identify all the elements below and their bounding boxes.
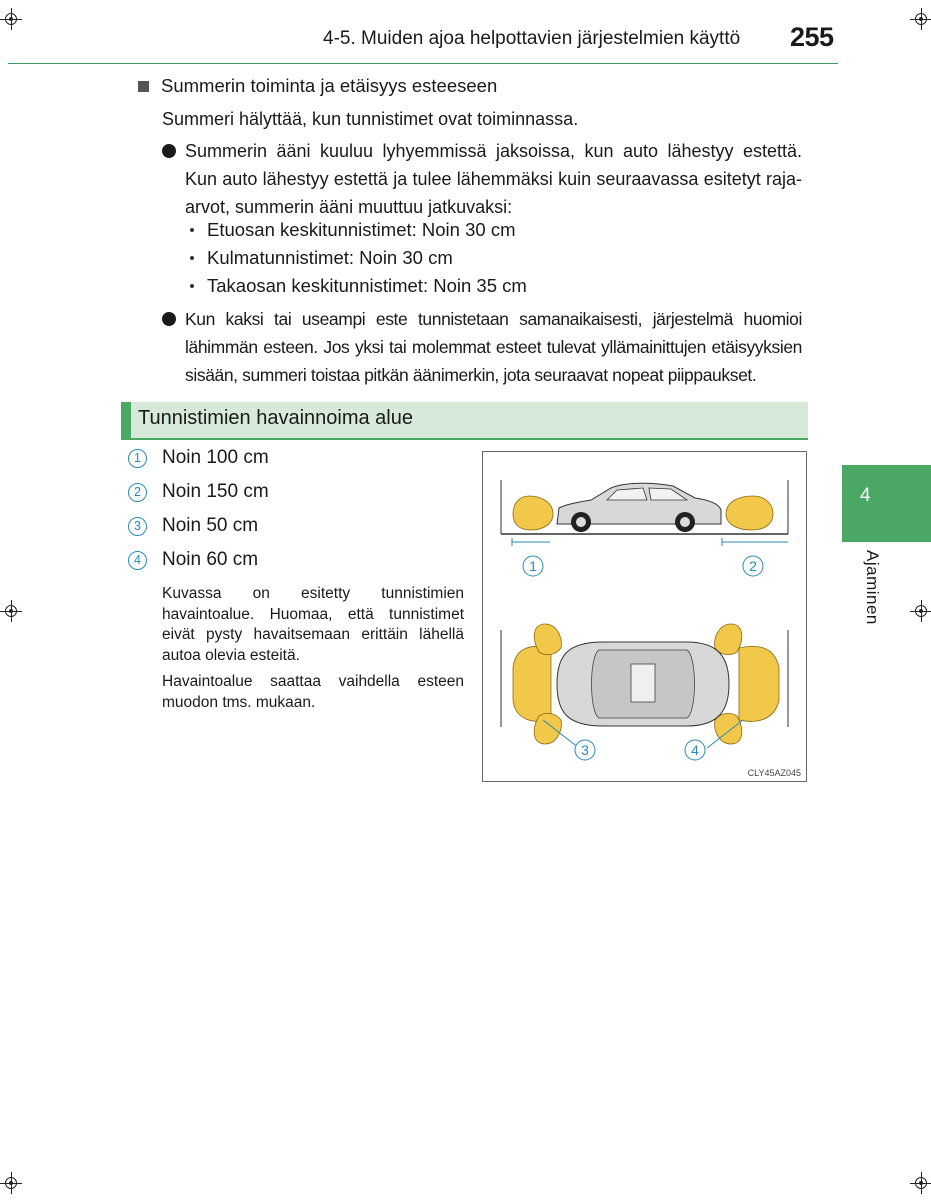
figure-code: CLY45AZ045 [747, 768, 801, 778]
subheading-text: Summerin toiminta ja etäisyys esteeseen [161, 75, 498, 96]
round-bullet-icon [162, 144, 176, 158]
distance-item-4 [128, 549, 258, 571]
crop-mark-bottom-right [910, 1172, 931, 1194]
section-heading-text: Tunnistimien havainnoima alue [138, 407, 413, 429]
small-bullet-icon [190, 228, 194, 232]
crop-mark-mid-left [0, 600, 22, 622]
chapter-number: 4 [860, 485, 871, 506]
distance-text: Noin 50 cm [162, 515, 259, 536]
rear-sensor-zone [726, 496, 773, 530]
square-bullet-icon [138, 81, 149, 92]
limit-text: Etuosan keskitunnistimet: Noin 30 cm [207, 219, 516, 240]
front-left-corner-zone [534, 624, 561, 655]
page-number: 255 [790, 22, 834, 52]
front-wheel-hub [576, 517, 586, 527]
distance-item-1 [128, 447, 269, 469]
figure-note-1: Kuvassa on esitetty tunnistimien havaintoalue. Huomaa, että tunnistimet eivät pysty havaitsemaan erittäin lähellä autoa olevia esteitä. [162, 585, 464, 664]
car-sunroof [631, 664, 655, 702]
limit-item-rear-center [190, 275, 527, 297]
crop-mark-bottom-left [0, 1172, 22, 1194]
bullet-text: Kun kaksi tai useampi este tunnistetaan samanaikaisesti, järjestelmä huomioi lähimmän esteen. Jos yksi tai molemmat esteet tulevat yllämainittujen etäisyyksien sisään, summeri toistaa pitkän äänimerkin, jota seuraavat nopeat piippaukset. [185, 309, 802, 385]
header-section-title: 4-5. Muiden ajoa helpottavien järjestelmien käyttö [323, 28, 741, 49]
callout-label-3: 3 [581, 742, 589, 758]
bullet-item-buzzer-interval [162, 137, 802, 221]
section-underline [121, 438, 808, 440]
distance-text: Noin 150 cm [162, 481, 269, 502]
chapter-tab [842, 465, 931, 542]
distance-item-2 [128, 481, 269, 503]
bullet-text: Summerin ääni kuuluu lyhyemmissä jaksoissa, kun auto lähestyy estettä. Kun auto lähestyy estettä ja tulee lähemmäksi kuin seuraavassa esitetyt raja-arvot, summerin ääni muuttuu jatkuvaksi: [185, 141, 802, 217]
rear-left-corner-zone [715, 624, 742, 655]
distance-text: Noin 100 cm [162, 447, 269, 468]
crop-mark-mid-right [910, 600, 931, 622]
callout-label-1: 1 [529, 558, 537, 574]
distance-item-3 [128, 515, 258, 537]
limit-item-corner [190, 247, 453, 269]
limit-text: Kulmatunnistimet: Noin 30 cm [207, 247, 453, 268]
front-center-zone [513, 646, 551, 721]
buzzer-intro: Summeri hälyttää, kun tunnistimet ovat toiminnassa. [162, 109, 579, 129]
callout-label-2: 2 [749, 558, 757, 574]
section-accent [121, 402, 131, 440]
rear-center-zone [739, 646, 779, 721]
sensor-range-figure [482, 451, 807, 782]
rear-wheel-hub [680, 517, 690, 527]
number-circle-icon: 3 [128, 517, 147, 536]
limit-text: Takaosan keskitunnistimet: Noin 35 cm [207, 275, 527, 296]
figure-note-2: Havaintoalue saattaa vaihdella esteen muodon tms. mukaan. [162, 673, 464, 711]
crop-mark-top-left [0, 8, 22, 30]
subheading-buzzer [138, 75, 497, 97]
callout-label-4: 4 [691, 742, 699, 758]
front-right-corner-zone [534, 713, 561, 744]
small-bullet-icon [190, 256, 194, 260]
bullet-item-multiple-obstacles [162, 305, 802, 389]
small-bullet-icon [190, 284, 194, 288]
section-heading-bar [121, 402, 808, 438]
sensor-diagram [483, 452, 806, 781]
distance-text: Noin 60 cm [162, 549, 259, 570]
header-rule [8, 63, 838, 64]
round-bullet-icon [162, 312, 176, 326]
limit-item-front-center [190, 219, 515, 241]
number-circle-icon: 4 [128, 551, 147, 570]
crop-mark-top-right [910, 8, 931, 30]
number-circle-icon: 1 [128, 449, 147, 468]
number-circle-icon: 2 [128, 483, 147, 502]
front-sensor-zone [513, 496, 553, 530]
chapter-label: Ajaminen [863, 550, 882, 625]
